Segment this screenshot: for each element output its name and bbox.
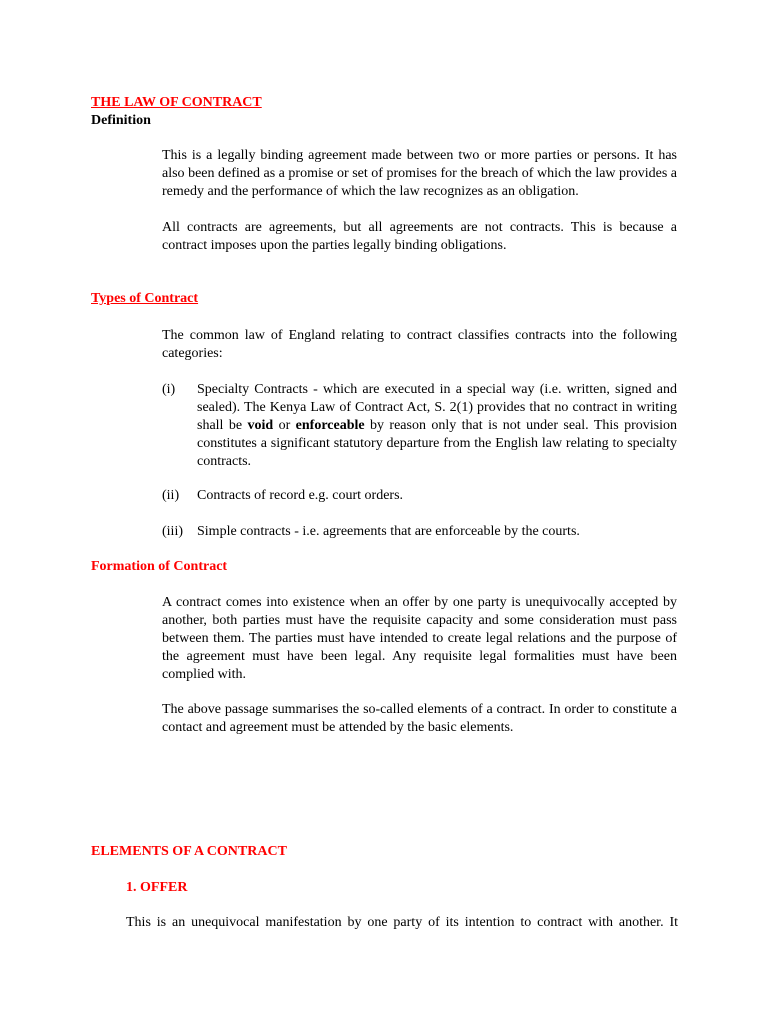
formation-heading: Formation of Contract <box>91 559 228 574</box>
list-text-part: by reason only that is not under seal. This provision constitutes a significant statutory departure from the English law relating to specialty contracts. <box>197 418 677 469</box>
list-text: Simple contracts - i.e. agreements that are enforceable by the courts. <box>197 524 580 539</box>
types-list-item-3 <box>162 523 677 541</box>
enforceable-term: enforceable <box>295 418 365 433</box>
list-text <box>197 381 677 471</box>
offer-heading: 1. OFFER <box>126 880 188 895</box>
document-title: THE LAW OF CONTRACT <box>91 95 262 110</box>
offer-paragraph: This is an unequivocal manifestation by one party of its intention to contract with another. It <box>126 915 678 930</box>
formation-paragraph-1: A contract comes into existence when an offer by one party is unequivocally accepted by another, both parties must have the requisite capacity and some consideration must pass between them. The parties must have intended to create legal relations and the purpose of the agreement must have been legal. Any requisite legal formalities must have been complied with. <box>162 595 677 682</box>
definition-heading: Definition <box>91 113 151 128</box>
formation-paragraph-2: The above passage summarises the so-called elements of a contract. In order to constitute a contact and agreement must be attended by the basic elements. <box>162 702 677 735</box>
list-text-part: Specialty Contracts - which are executed in a special way (i.e. written, signed and sealed). The Kenya Law of Contract Act, S. 2(1) provides that no contract in writing shall be <box>197 382 677 433</box>
elements-heading: ELEMENTS OF A CONTRACT <box>91 844 287 859</box>
list-text: Contracts of record e.g. court orders. <box>197 488 404 503</box>
types-heading: Types of Contract <box>91 291 199 306</box>
list-text-part: or <box>273 418 296 433</box>
definition-paragraph-1: This is a legally binding agreement made between two or more parties or persons. It has also been defined as a promise or set of promises for the breach of which the law provides a remedy and the performance of which the law recognizes as an obligation. <box>162 148 677 199</box>
types-list-item-1 <box>162 381 677 471</box>
definition-paragraph-2: All contracts are agreements, but all agreements are not contracts. This is because a contract imposes upon the parties legally binding obligations. <box>162 220 677 253</box>
list-number: (iii) <box>162 524 183 539</box>
void-term: void <box>247 418 274 433</box>
list-number: (ii) <box>162 488 180 503</box>
list-number: (i) <box>162 382 176 397</box>
types-list-item-2 <box>162 487 677 505</box>
types-intro: The common law of England relating to contract classifies contracts into the following categories: <box>162 328 677 361</box>
